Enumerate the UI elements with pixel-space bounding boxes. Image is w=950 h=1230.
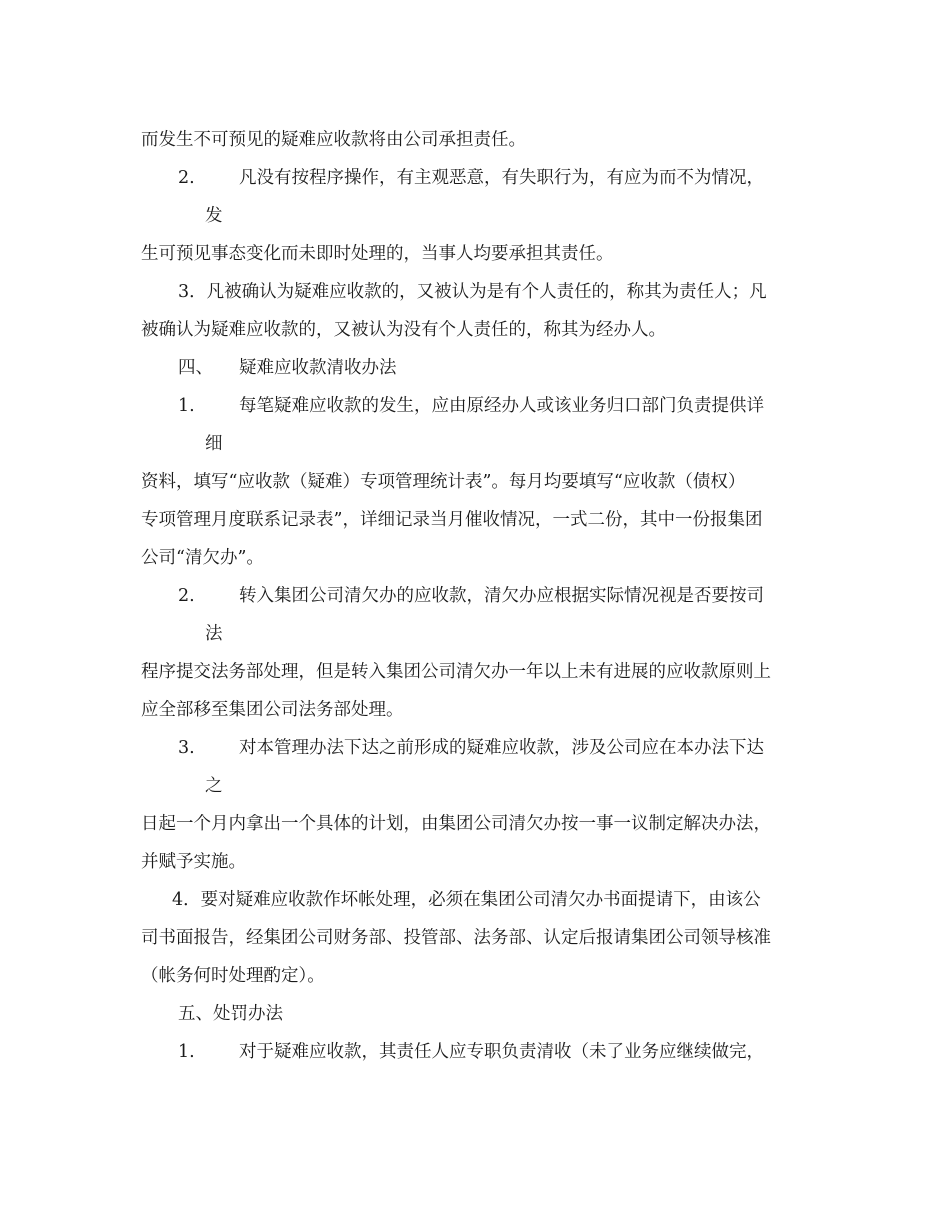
- body-line: 日起一个月内拿出一个具体的计划，由集团公司清欠办按一事一议制定解决办法，: [141, 814, 771, 834]
- body-line: 转入集团公司清欠办的应收款，清欠办应根据实际情况视是否要按司: [239, 586, 764, 606]
- body-line: 程序提交法务部处理，但是转入集团公司清欠办一年以上未有进展的应收款原则上: [141, 662, 771, 682]
- body-line: 发: [205, 206, 223, 226]
- body-line: 对本管理办法下达之前形成的疑难应收款，涉及公司应在本办法下达: [239, 738, 764, 758]
- body-line: 并赋予实施。: [141, 852, 246, 872]
- body-line: 而发生不可预见的疑难应收款将由公司承担责任。: [141, 130, 526, 150]
- body-line: 3．凡被确认为疑难应收款的，又被认为是有个人责任的，称其为责任人；凡: [178, 282, 767, 302]
- body-line: 应全部移至集团公司法务部处理。: [141, 700, 404, 720]
- body-line: 公司“清欠办”。: [141, 548, 264, 568]
- body-line: 凡没有按程序操作，有主观恶意，有失职行为，有应为而不为情况，: [239, 168, 764, 188]
- body-line: 4．要对疑难应收款作坏帐处理，必须在集团公司清欠办书面提请下，由该公: [172, 890, 761, 910]
- section-heading: 五、处罚办法: [178, 1004, 283, 1024]
- body-line: 细: [205, 434, 223, 454]
- item-number: 1.: [178, 1042, 195, 1062]
- body-line: 被确认为疑难应收款的，又被认为没有个人责任的，称其为经办人。: [141, 320, 666, 340]
- body-line: 之: [205, 776, 223, 796]
- body-line: 专项管理月度联系记录表”，详细记录当月催收情况，一式二份，其中一份报集团: [141, 510, 763, 530]
- item-number: 2.: [178, 586, 195, 606]
- body-line: 对于疑难应收款，其责任人应专职负责清收（未了业务应继续做完，: [239, 1042, 764, 1062]
- section-heading: 疑难应收款清收办法: [239, 358, 397, 378]
- body-line: 资料，填写“应收款（疑难）专项管理统计表”。每月均要填写“应收款（债权）: [141, 472, 746, 492]
- item-number: 2.: [178, 168, 195, 188]
- body-line: 每笔疑难应收款的发生，应由原经办人或该业务归口部门负责提供详: [239, 396, 764, 416]
- item-number: 3.: [178, 738, 195, 758]
- body-line: 司书面报告，经集团公司财务部、投管部、法务部、认定后报请集团公司领导核准: [141, 928, 771, 948]
- section-number: 四、: [178, 358, 213, 378]
- item-number: 1.: [178, 396, 195, 416]
- body-line: 生可预见事态变化而未即时处理的，当事人均要承担其责任。: [141, 244, 614, 264]
- body-line: 法: [205, 624, 223, 644]
- body-line: （帐务何时处理酌定）。: [141, 966, 325, 986]
